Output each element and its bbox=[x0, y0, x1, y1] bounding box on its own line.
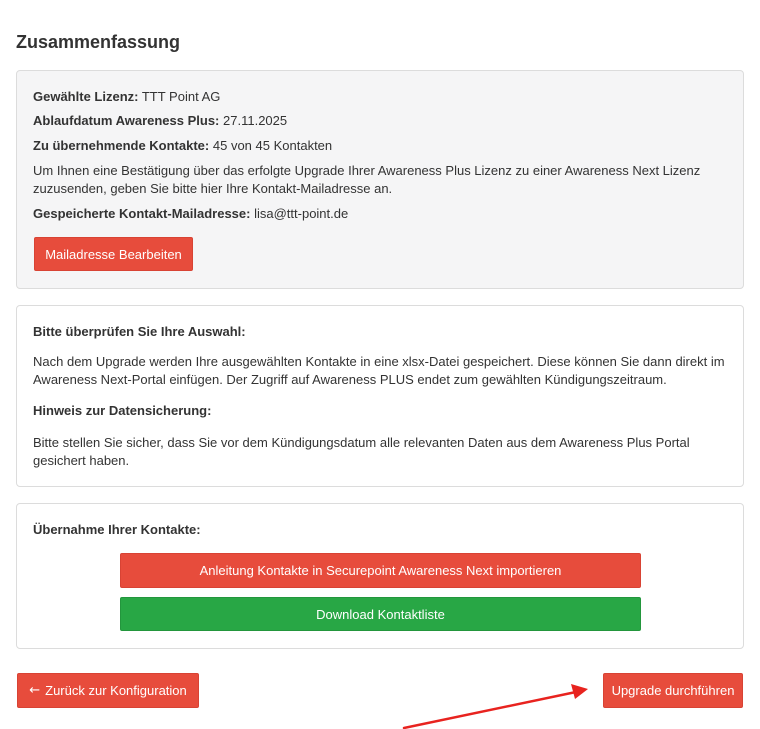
contacts-heading: Übernahme Ihrer Kontakte: bbox=[33, 522, 201, 537]
arrow-left-icon: ← bbox=[29, 683, 41, 698]
license-row bbox=[33, 88, 727, 106]
page-title: Zusammenfassung bbox=[16, 32, 181, 52]
backup-text: Bitte stellen Sie sicher, dass Sie vor dem Kündigungsdatum alle relevanten Daten aus dem Awareness Plus Portal gesichert haben. bbox=[33, 435, 690, 468]
back-to-config-button[interactable] bbox=[17, 673, 199, 708]
back-button-label: Zurück zur Konfiguration bbox=[45, 683, 187, 698]
license-label: Gewählte Lizenz: bbox=[33, 89, 139, 104]
license-value: TTT Point AG bbox=[141, 89, 221, 104]
email-value: lisa@ttt-point.de bbox=[254, 206, 349, 221]
expiry-label: Ablaufdatum Awareness Plus: bbox=[33, 113, 220, 128]
expiry-value: 27.11.2025 bbox=[223, 113, 288, 128]
contacts-label: Zu übernehmende Kontakte: bbox=[33, 138, 210, 153]
review-text: Nach dem Upgrade werden Ihre ausgewählten Kontakte in eine xlsx-Datei gespeichert. Diese können Sie dann direkt im Awareness Next-Portal einfügen. Der Zugriff auf Awareness PLUS endet zum gewählten Kündigungszeitraum. bbox=[33, 354, 725, 387]
email-label: Gespeicherte Kontakt-Mailadresse: bbox=[33, 206, 251, 221]
summary-panel bbox=[16, 70, 744, 289]
backup-heading: Hinweis zur Datensicherung: bbox=[33, 403, 212, 418]
review-heading: Bitte überprüfen Sie Ihre Auswahl: bbox=[33, 324, 246, 339]
email-row bbox=[33, 205, 727, 223]
contacts-panel bbox=[16, 503, 744, 649]
edit-email-button[interactable]: Mailadresse Bearbeiten bbox=[34, 237, 193, 271]
download-contacts-button[interactable]: Download Kontaktliste bbox=[120, 597, 641, 631]
contacts-value: 45 von 45 Kontakten bbox=[212, 138, 333, 153]
confirmation-text: Um Ihnen eine Bestätigung über das erfolgte Upgrade Ihrer Awareness Plus Lizenz zu einer Awareness Next Lizenz zuzusenden, geben Sie bitte hier Ihre Kontakt-Mailadresse an. bbox=[33, 163, 701, 196]
import-guide-button[interactable]: Anleitung Kontakte in Securepoint Awareness Next importieren bbox=[120, 553, 641, 588]
review-panel bbox=[16, 305, 744, 487]
contacts-row bbox=[33, 137, 727, 155]
upgrade-button[interactable]: Upgrade durchführen bbox=[603, 673, 743, 708]
expiry-row bbox=[33, 112, 727, 130]
